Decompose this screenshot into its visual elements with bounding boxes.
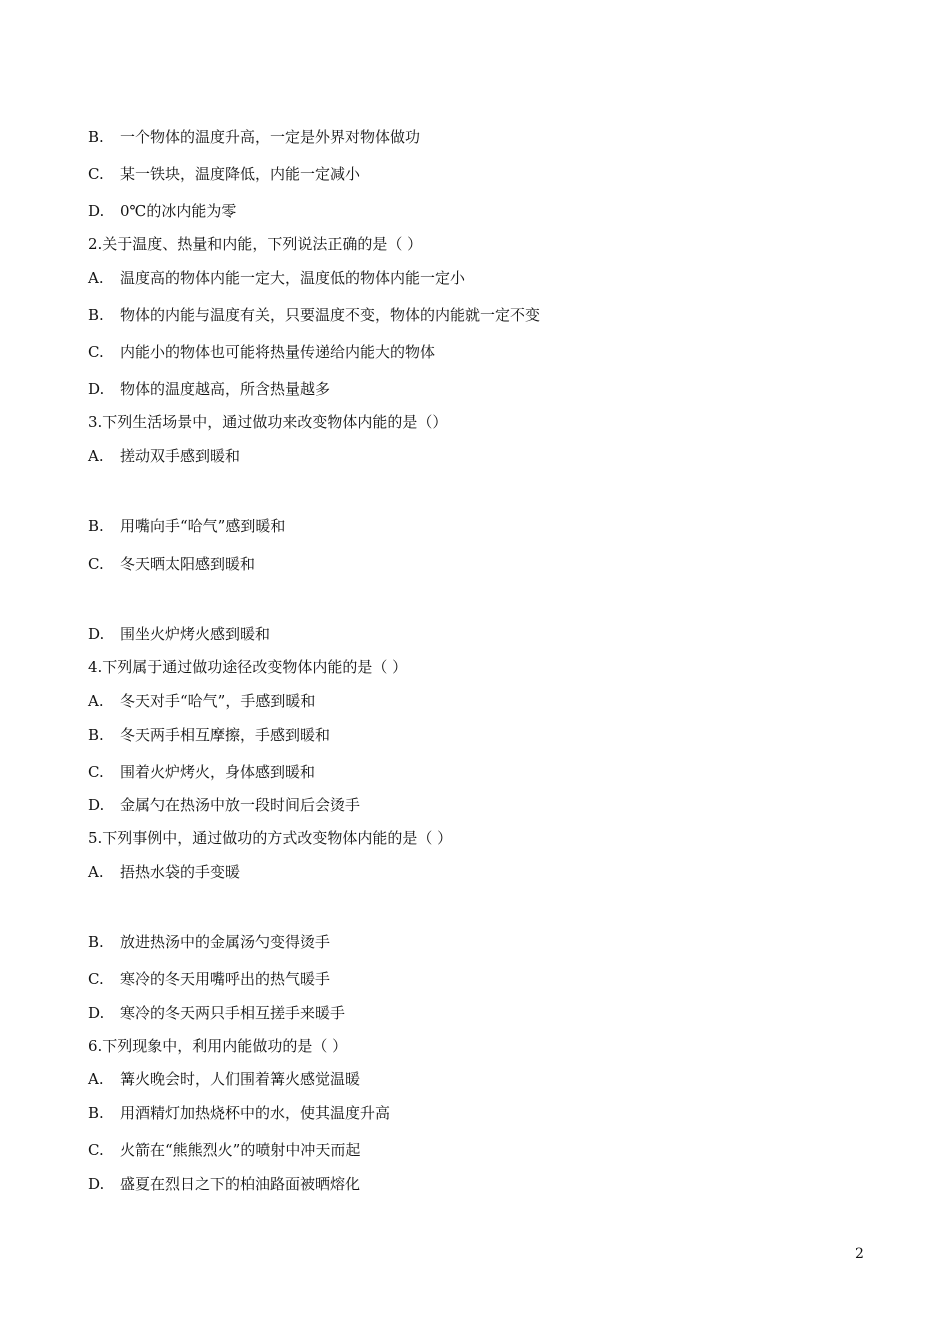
option-letter: D. bbox=[88, 202, 105, 220]
q3-stem: 3.下列生活场景中，通过做功来改变物体内能的是（） bbox=[88, 413, 448, 431]
option-letter: B. bbox=[88, 517, 104, 535]
q3-option-b bbox=[88, 516, 285, 536]
option-letter: D. bbox=[88, 796, 105, 814]
option-text: 物体的温度越高，所含热量越多 bbox=[120, 380, 331, 398]
q3-option-c bbox=[88, 554, 255, 574]
option-text: 0℃的冰内能为零 bbox=[120, 202, 237, 220]
q6-option-b bbox=[88, 1103, 390, 1123]
q6-option-a bbox=[88, 1069, 360, 1089]
q2-option-b bbox=[88, 305, 540, 325]
option-letter: D. bbox=[88, 1004, 105, 1022]
q4-stem: 4.下列属于通过做功途径改变物体内能的是（ ） bbox=[88, 658, 408, 676]
option-text: 寒冷的冬天用嘴呼出的热气暖手 bbox=[120, 970, 331, 988]
option-text: 某一铁块，温度降低，内能一定减小 bbox=[120, 165, 361, 183]
option-letter: D. bbox=[88, 380, 105, 398]
option-text: 火箭在“熊熊烈火”的喷射中冲天而起 bbox=[120, 1141, 361, 1159]
option-text: 捂热水袋的手变暖 bbox=[120, 863, 241, 881]
option-text: 用嘴向手“哈气”感到暖和 bbox=[120, 517, 286, 535]
option-text: 用酒精灯加热烧杯中的水，使其温度升高 bbox=[120, 1104, 391, 1122]
q3-option-d bbox=[88, 624, 270, 644]
option-letter: C. bbox=[88, 343, 104, 361]
q6-option-c bbox=[88, 1140, 360, 1160]
option-letter: A. bbox=[88, 1070, 104, 1088]
option-text: 盛夏在烈日之下的柏油路面被晒熔化 bbox=[120, 1175, 361, 1193]
q5-option-d bbox=[88, 1003, 345, 1023]
option-text: 金属勺在热汤中放一段时间后会烫手 bbox=[120, 796, 361, 814]
q4-option-b bbox=[88, 725, 330, 745]
option-letter: D. bbox=[88, 1175, 105, 1193]
q4-option-d bbox=[88, 795, 360, 815]
option-text: 寒冷的冬天两只手相互搓手来暖手 bbox=[120, 1004, 346, 1022]
option-text: 物体的内能与温度有关，只要温度不变，物体的内能就一定不变 bbox=[120, 306, 541, 324]
q3-option-a bbox=[88, 446, 240, 466]
option-letter: A. bbox=[88, 692, 104, 710]
option-text: 温度高的物体内能一定大，温度低的物体内能一定小 bbox=[120, 269, 466, 287]
option-letter: B. bbox=[88, 128, 104, 146]
option-text: 一个物体的温度升高，一定是外界对物体做功 bbox=[120, 128, 421, 146]
page-number: 2 bbox=[855, 1246, 864, 1262]
q5-option-b bbox=[88, 932, 330, 952]
option-text: 围着火炉烤火，身体感到暖和 bbox=[120, 763, 316, 781]
option-text: 冬天对手“哈气”，手感到暖和 bbox=[120, 692, 316, 710]
option-text: 放进热汤中的金属汤勺变得烫手 bbox=[120, 933, 331, 951]
option-letter: C. bbox=[88, 1141, 104, 1159]
option-letter: C. bbox=[88, 555, 104, 573]
q2-option-d bbox=[88, 379, 330, 399]
q4-option-c bbox=[88, 762, 315, 782]
q5-option-c bbox=[88, 969, 330, 989]
option-letter: C. bbox=[88, 763, 104, 781]
option-letter: B. bbox=[88, 306, 104, 324]
option-letter: B. bbox=[88, 1104, 104, 1122]
option-text: 搓动双手感到暖和 bbox=[120, 447, 241, 465]
q2-option-c bbox=[88, 342, 435, 362]
option-text: 冬天两手相互摩擦，手感到暖和 bbox=[120, 726, 331, 744]
option-letter: B. bbox=[88, 726, 104, 744]
option-letter: C. bbox=[88, 970, 104, 988]
q4-option-a bbox=[88, 691, 315, 711]
q5-stem: 5.下列事例中，通过做功的方式改变物体内能的是（ ） bbox=[88, 829, 453, 847]
option-letter: B. bbox=[88, 933, 104, 951]
q6-option-d bbox=[88, 1174, 360, 1194]
option-letter: C. bbox=[88, 165, 104, 183]
option-letter: A. bbox=[88, 447, 104, 465]
q1-option-d bbox=[88, 201, 236, 221]
q1-option-b bbox=[88, 127, 420, 147]
option-text: 围坐火炉烤火感到暖和 bbox=[120, 625, 271, 643]
option-letter: A. bbox=[88, 863, 104, 881]
q6-stem: 6.下列现象中，利用内能做功的是（ ） bbox=[88, 1037, 348, 1055]
q2-option-a bbox=[88, 268, 465, 288]
option-text: 内能小的物体也可能将热量传递给内能大的物体 bbox=[120, 343, 436, 361]
option-text: 篝火晚会时，人们围着篝火感觉温暖 bbox=[120, 1070, 361, 1088]
option-text: 冬天晒太阳感到暖和 bbox=[120, 555, 256, 573]
q1-option-c bbox=[88, 164, 360, 184]
option-letter: D. bbox=[88, 625, 105, 643]
q2-stem: 2.关于温度、热量和内能，下列说法正确的是（ ） bbox=[88, 235, 423, 253]
q5-option-a bbox=[88, 862, 240, 882]
option-letter: A. bbox=[88, 269, 104, 287]
